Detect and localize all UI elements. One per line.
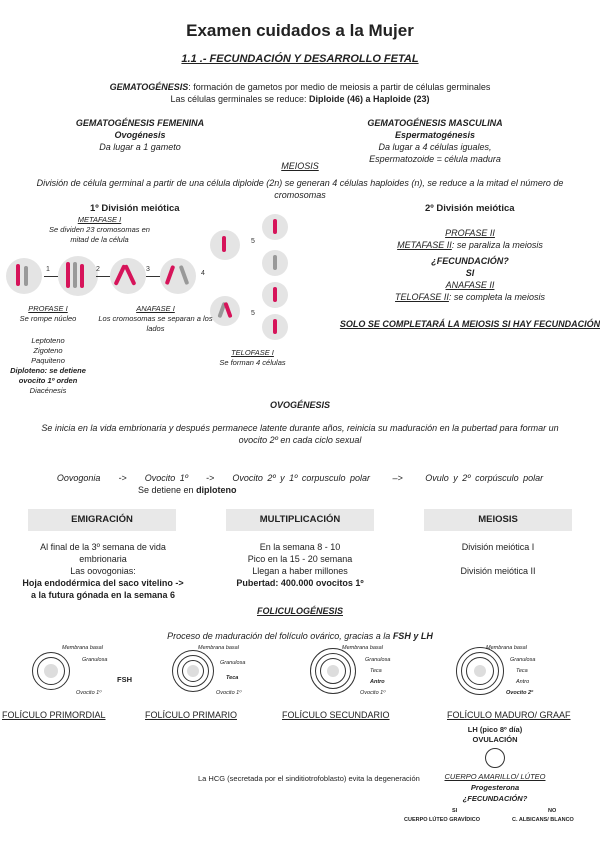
- anafase-i: [98, 304, 213, 334]
- metafase-ii-desc: : se paraliza la meiosis: [451, 240, 543, 250]
- male-desc2: Espermatozoide = célula madura: [369, 154, 501, 164]
- arrow: [44, 276, 58, 277]
- gametogenesis-definition: [0, 81, 600, 93]
- meiosis-l1: División meiótica I: [461, 542, 535, 552]
- secundario-granulosa-label: Granulosa: [365, 657, 391, 663]
- second-division-heading: 2º División meiótica: [425, 203, 515, 214]
- primordial-name: FOLÍCULO PRIMORDIAL: [2, 710, 106, 720]
- fecundacion-yes: SI: [465, 268, 475, 278]
- stop-prefix: Se detiene en: [138, 485, 194, 495]
- primordial-ovocito: [44, 664, 58, 678]
- maduro-antro-label: Antro: [516, 679, 530, 685]
- primordial-granulosa-label: Granulosa: [82, 657, 108, 663]
- secundario-teca-label: Teca: [370, 668, 382, 674]
- step-number-2: 2: [96, 266, 100, 273]
- stage-diacenesis: Diacénesis: [29, 386, 67, 395]
- folic-desc-prefix: Proceso de maduración del folículo ovárico, gracias a la: [167, 631, 391, 641]
- emigracion-l5: a la futura gónada en la semana 6: [30, 590, 176, 600]
- metafase-i: [42, 215, 157, 245]
- gametogenesis-desc: : formación de gametos por medio de meiosis a partir de células germinales: [188, 82, 491, 92]
- folic-fecundacion-question: ¿FECUNDACIÓN?: [462, 794, 528, 803]
- chromosome: [273, 219, 277, 234]
- cell-4: [160, 258, 196, 294]
- primario-ovocito: [187, 665, 199, 677]
- chromosome: [222, 236, 226, 252]
- chromosome: [66, 262, 70, 288]
- profase-stages: [8, 336, 88, 396]
- profase-i-desc: Se rompe núcleo: [19, 314, 77, 323]
- step-number-1: 1: [46, 266, 50, 273]
- telofase-ii-desc: : se completa la meiosis: [448, 292, 545, 302]
- progesterona: Progesterona: [470, 783, 520, 792]
- emigracion-l1: Al final de la 3º semana de vida: [40, 542, 166, 552]
- chromosome: [16, 264, 20, 286]
- step-number-5b: 5: [251, 310, 255, 317]
- multiplicacion-text: [210, 541, 390, 589]
- corpus-albicans: C. ALBICANS/ BLANCO: [512, 817, 574, 823]
- folic-desc-bold: FSH y LH: [392, 631, 433, 641]
- reduction-bold: Diploide (46) a Haploide (23): [309, 94, 430, 104]
- stage-diploteno: Diploteno: se detiene ovocito 1º orden: [10, 366, 86, 385]
- secundario-name: FOLÍCULO SECUNDARIO: [282, 710, 390, 720]
- meiosis-note: SOLO SE COMPLETARÁ LA MEIOSIS SI HAY FECUNDACIÓN: [339, 319, 600, 329]
- primario-teca-label: Teca: [226, 675, 239, 681]
- chromosome: [73, 262, 77, 288]
- seq-arrow: ->: [206, 473, 215, 483]
- meiosis-box: MEIOSIS: [424, 509, 572, 531]
- fecundacion-question: ¿FECUNDACIÓN?: [431, 256, 509, 266]
- female-title: GEMATOGÉNESIS FEMENINA: [75, 118, 205, 128]
- emigracion-box: EMIGRACIÓN: [28, 509, 176, 531]
- multiplicacion-l2: Pico en la 15 - 20 semana: [247, 554, 353, 564]
- step-number-5a: 5: [251, 238, 255, 245]
- seq-ovulo: Ovulo y 2º corpúsculo polar: [425, 473, 544, 483]
- male-sub: Espermatogénesis: [394, 130, 476, 140]
- male-title: GEMATOGÉNESIS MASCULINA: [367, 118, 503, 128]
- maduro-name: FOLÍCULO MADURO/ GRAAF: [447, 710, 571, 720]
- seq-ovocito-2: Ovocito 2º y 1º corpusculo polar: [232, 473, 370, 483]
- secundario-antro-label: Antro: [370, 679, 385, 685]
- cell-5b: [210, 296, 240, 326]
- emigracion-text: [8, 541, 198, 601]
- metafase-ii-title: METAFASE II: [397, 240, 452, 250]
- fsh-label: FSH: [117, 675, 132, 684]
- metafase-i-desc: Se dividen 23 cromosomas en mitad de la célula: [49, 225, 150, 244]
- foliculogenesis-desc: [0, 630, 600, 642]
- primario-ovocito-label: Ovocito 1º: [216, 690, 242, 696]
- emigracion-l3: Las oovogonias:: [70, 566, 136, 576]
- female-sub: Ovogénesis: [114, 130, 166, 140]
- fecundacion-no: NO: [548, 808, 557, 814]
- anafase-i-title: ANAFASE I: [136, 304, 175, 313]
- chromosome: [24, 266, 28, 286]
- first-division-heading: 1º División meiótica: [90, 203, 180, 214]
- section-heading: 1.1 .- FECUNDACIÓN Y DESARROLLO FETAL: [181, 53, 419, 65]
- cuerpo-luteo-gravidico: CUERPO LÚTEO GRAVÍDICO: [404, 817, 480, 823]
- seq-oovogonia: Oovogonia: [56, 473, 101, 483]
- secundario-ovocito: [327, 665, 339, 677]
- male-desc1: Da lugar a 4 células iguales,: [378, 142, 492, 152]
- maduro-granulosa-label: Granulosa: [510, 657, 536, 663]
- secundario-ovocito-label: Ovocito 1º: [360, 690, 386, 696]
- female-desc: Da lugar a 1 gameto: [99, 142, 181, 152]
- ovulated-follicle: [485, 748, 505, 768]
- cuerpo-amarillo: CUERPO AMARILLO/ LÚTEO: [444, 772, 546, 781]
- stage-leptoteno: Leptoteno: [31, 336, 65, 345]
- secundario-membrana-label: Membrana basal: [342, 645, 383, 651]
- primario-name: FOLÍCULO PRIMARIO: [145, 710, 238, 720]
- multiplicacion-l1: En la semana 8 - 10: [259, 542, 341, 552]
- maduro-teca-label: Teca: [516, 668, 528, 674]
- maduro-ovocito: [474, 665, 486, 677]
- lh-peak: LH (pico 8º día): [467, 725, 523, 734]
- maduro-ovocito-label: Ovocito 2º: [506, 690, 534, 696]
- meiosis-l2: División meiótica II: [460, 566, 536, 576]
- meiosis-desc: División de célula germinal a partir de una célula diploide (2n) se generan 4 células haploides (n), se reduce a la mitad el número de cromosomas: [36, 178, 564, 200]
- telofase-i: [205, 348, 300, 368]
- multiplicacion-l3: Llegan a haber millones: [252, 566, 348, 576]
- gametogenesis-term: GEMATOGÉNESIS: [109, 82, 189, 92]
- primordial-ovocito-label: Ovocito 1º: [76, 690, 102, 696]
- fecundacion-si: SI: [452, 808, 458, 814]
- chromosome: [273, 255, 277, 270]
- telofase-i-desc: Se forman 4 células: [219, 358, 286, 367]
- stage-paquiteno: Paquiteno: [31, 356, 65, 365]
- metafase-i-title: METAFASE I: [77, 215, 122, 224]
- step-number-3: 3: [146, 266, 150, 273]
- ovogenesis-sequence: [0, 472, 600, 484]
- ovogenesis-desc: Se inicia en la vida embrionaria y después permanece latente durante años, reinicia su maduración en la pubertad para formar un ovocito 2º en cada ciclo sexual: [41, 423, 559, 445]
- cell-2: [58, 256, 98, 296]
- ovogenesis-heading: OVOGÉNESIS: [269, 400, 331, 410]
- emigracion-l4: Hoja endodérmica del saco vitelino ->: [22, 578, 184, 588]
- female-gametogenesis: [40, 117, 240, 153]
- seq-arrow: –>: [392, 473, 403, 483]
- seq-ovocito-1: Ovocito 1º: [144, 473, 189, 483]
- ovogenesis-stop: [138, 484, 237, 496]
- foliculogenesis-heading: FOLICULOGÉNESIS: [256, 606, 343, 616]
- meiosis-text: [424, 541, 572, 577]
- arrow: [96, 276, 110, 277]
- telofase-i-title: TELOFASE I: [231, 348, 274, 357]
- profase-i-title: PROFASE I: [28, 304, 68, 313]
- maduro-membrana-label: Membrana basal: [486, 645, 527, 651]
- anafase-ii: ANAFASE II: [445, 280, 495, 290]
- primordial-membrana-label: Membrana basal: [62, 645, 103, 651]
- chromosome: [273, 287, 277, 302]
- anafase-i-desc: Los cromosomas se separan a los lados: [98, 314, 213, 333]
- page-title: Examen cuidados a la Mujer: [186, 21, 414, 40]
- arrow: [146, 276, 160, 277]
- second-division-list: [330, 227, 600, 303]
- reduction-prefix: Las células germinales se reduce:: [170, 94, 307, 104]
- multiplicacion-l4: Pubertad: 400.000 ovocitos 1º: [236, 578, 364, 588]
- multiplicacion-box: MULTIPLICACIÓN: [226, 509, 374, 531]
- telofase-ii-title: TELOFASE II: [395, 292, 449, 302]
- chromosome: [80, 264, 84, 288]
- metafase-ii: [330, 239, 600, 251]
- stage-zigoteno: Zigoteno: [33, 346, 63, 355]
- telofase-ii: [330, 291, 600, 303]
- primario-granulosa-label: Granulosa: [220, 660, 246, 666]
- hcg-note: La HCG (secretada por el sinditiotrofoblasto) evita la degeneración: [198, 774, 420, 783]
- male-gametogenesis: [335, 117, 535, 165]
- ovulacion: OVULACIÓN: [472, 735, 518, 744]
- gametogenesis-reduction: [0, 93, 600, 105]
- step-number-4: 4: [201, 270, 205, 277]
- chromosome: [273, 319, 277, 334]
- profase-i: [8, 304, 88, 324]
- primario-membrana-label: Membrana basal: [198, 645, 239, 651]
- profase-ii: PROFASE II: [445, 228, 495, 238]
- seq-arrow: ->: [118, 473, 127, 483]
- stop-bold: diploteno: [196, 485, 237, 495]
- emigracion-l2: embrionaria: [79, 554, 127, 564]
- meiosis-heading: MEIOSIS: [281, 161, 319, 171]
